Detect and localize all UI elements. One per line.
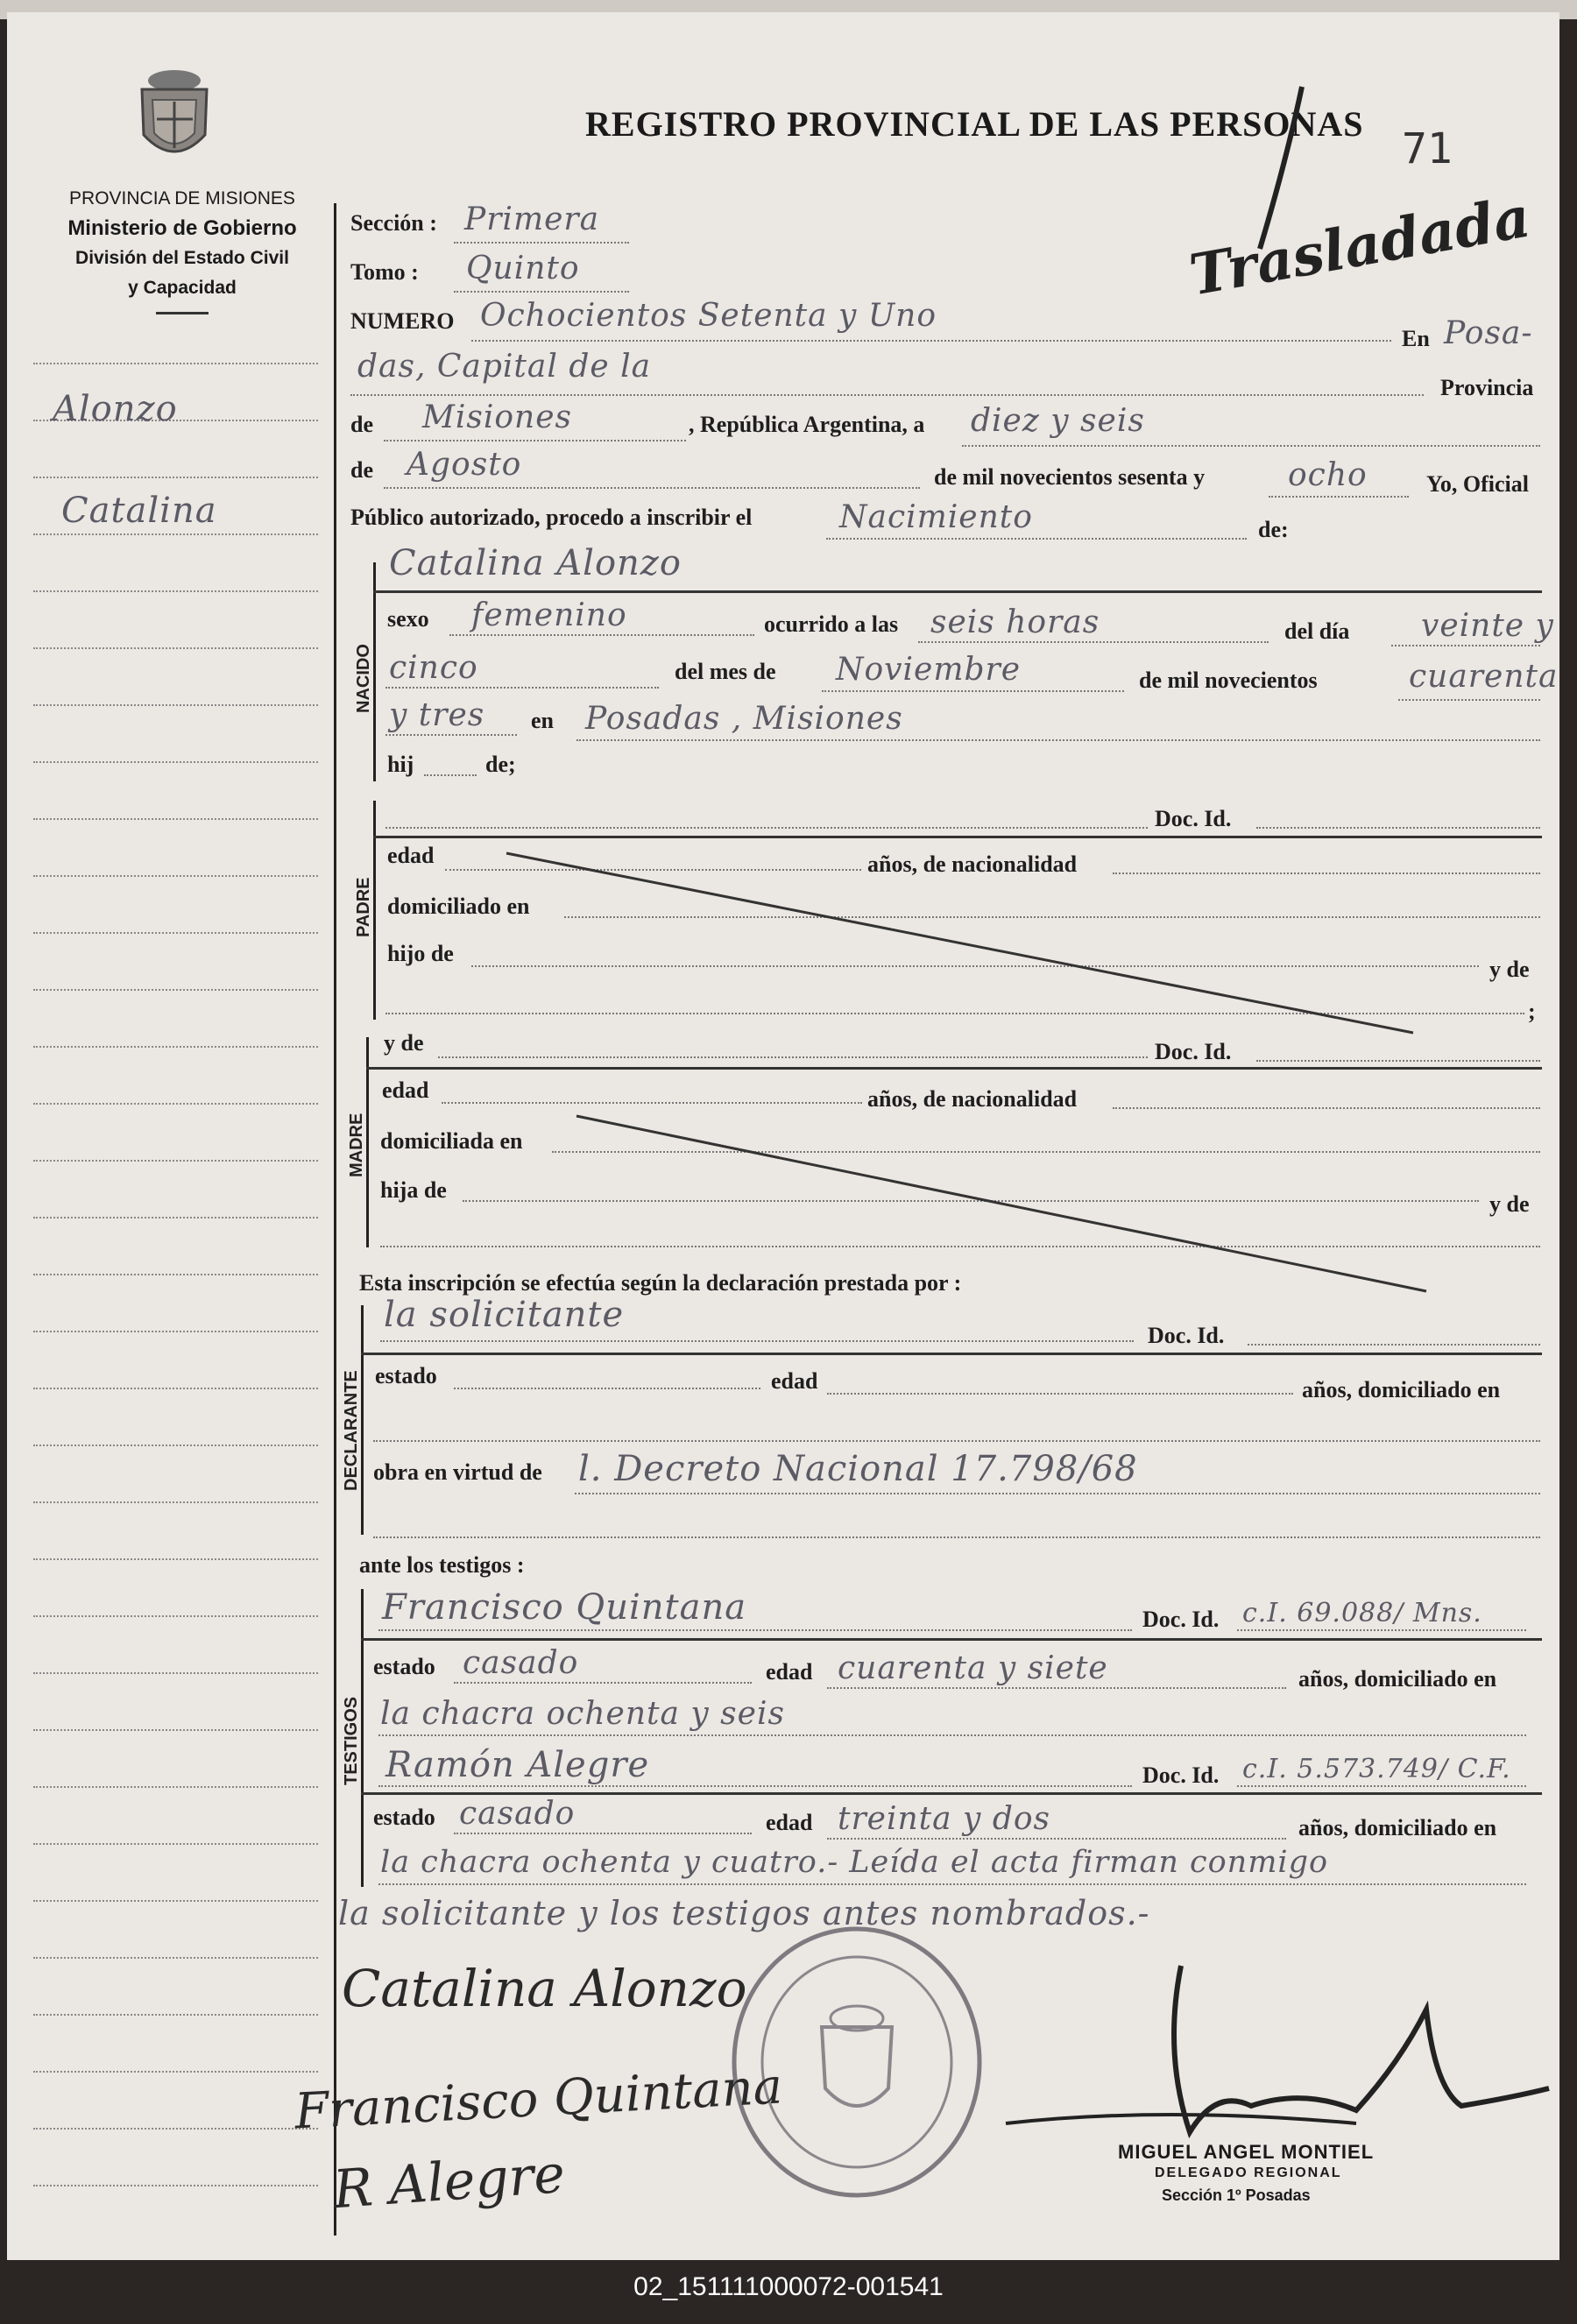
hij-de-label: de; bbox=[485, 752, 516, 777]
annotation-stroke bbox=[1251, 82, 1321, 258]
field-line bbox=[378, 1734, 1526, 1736]
field-line bbox=[1398, 699, 1540, 701]
provincia-label: Provincia bbox=[1440, 375, 1534, 400]
seccion-label: Sección : bbox=[350, 210, 437, 236]
madre-yde2-label: y de bbox=[1489, 1191, 1530, 1217]
image-caption: 02_151111000072-001541 bbox=[633, 2272, 944, 2301]
madre-section-label: MADRE bbox=[347, 1113, 366, 1177]
seccion-value: Primera bbox=[464, 201, 600, 237]
nacido-anio-label: de mil novecientos bbox=[1139, 668, 1318, 693]
page-number: 71 bbox=[1402, 124, 1453, 173]
field-line bbox=[373, 1440, 1540, 1442]
testigo2-edad-label: edad bbox=[766, 1810, 813, 1835]
madre-edad-label: edad bbox=[382, 1077, 429, 1103]
field-line bbox=[822, 690, 1124, 692]
transfer-annotation: Trasladada bbox=[1185, 184, 1535, 309]
field-line bbox=[438, 1056, 1148, 1058]
tomo-label: Tomo : bbox=[350, 259, 419, 285]
testigos-intro: ante los testigos : bbox=[359, 1552, 525, 1578]
nacido-anio-value-cont: y tres bbox=[389, 697, 485, 733]
field-line bbox=[454, 291, 629, 293]
field-line bbox=[827, 1838, 1286, 1840]
coat-of-arms-emblem bbox=[126, 65, 223, 170]
field-line bbox=[378, 1785, 1132, 1787]
declarante-section-label: DECLARANTE bbox=[342, 1370, 361, 1491]
testigo1-nombre: Francisco Quintana bbox=[382, 1587, 747, 1628]
nacido-anio-value: cuarenta bbox=[1409, 659, 1559, 695]
testigo1-domicilio: la chacra ochenta y seis bbox=[380, 1696, 785, 1732]
field-line bbox=[471, 340, 1391, 342]
anio-label: de mil novecientos sesenta y bbox=[934, 464, 1206, 490]
official-title: DELEGADO REGIONAL bbox=[1155, 2165, 1342, 2180]
field-line bbox=[576, 739, 1540, 741]
field-line bbox=[454, 1682, 752, 1684]
field-line bbox=[1256, 827, 1540, 829]
field-line bbox=[1391, 645, 1540, 646]
obra-label: obra en virtud de bbox=[373, 1459, 542, 1485]
field-line bbox=[454, 1388, 760, 1389]
margin-surname: Alonzo bbox=[53, 389, 178, 429]
provincia-value: Misiones bbox=[422, 399, 573, 435]
de2-label: de bbox=[350, 457, 373, 483]
testigo2-domicilio: la chacra ochenta y cuatro.- Leída el acta firman conmigo bbox=[380, 1845, 1329, 1880]
padre-edad-label: edad bbox=[387, 843, 435, 868]
declarante-estado-label: estado bbox=[375, 1363, 437, 1388]
testigo1-edad-label: edad bbox=[766, 1659, 813, 1685]
en-label: En bbox=[1402, 326, 1430, 351]
signature-francisco: Francisco Quintana bbox=[293, 2058, 784, 2141]
testigo2-nombre: Ramón Alegre bbox=[385, 1745, 650, 1785]
issuing-office-block bbox=[25, 184, 340, 314]
padre-anios-label: años, de nacionalidad bbox=[867, 851, 1078, 877]
signature-catalina: Catalina Alonzo bbox=[342, 1959, 747, 2018]
declarante-anios-label: años, domiciliado en bbox=[1302, 1377, 1501, 1402]
testigo2-edad-value: treinta y dos bbox=[838, 1801, 1051, 1837]
padre-section-label: PADRE bbox=[354, 877, 373, 937]
mes-label: del mes de bbox=[675, 659, 776, 684]
section-rule bbox=[366, 1067, 1542, 1070]
official-section: Sección 1º Posadas bbox=[1162, 2186, 1311, 2204]
testigos-section-label: TESTIGOS bbox=[342, 1696, 361, 1785]
field-line bbox=[962, 445, 1540, 447]
fecha-dia-value: diez y seis bbox=[971, 403, 1145, 439]
tipo-acta-value: Nacimiento bbox=[839, 499, 1033, 535]
field-line bbox=[575, 1493, 1540, 1494]
field-line bbox=[1248, 1344, 1540, 1346]
testigo1-anios-label: años, domiciliado en bbox=[1298, 1666, 1497, 1692]
section-rule bbox=[361, 1353, 1542, 1355]
field-line bbox=[373, 1536, 1540, 1538]
de-label: de bbox=[350, 412, 373, 437]
org-line-division: División del Estado Civil bbox=[75, 248, 289, 268]
field-line bbox=[378, 1883, 1526, 1885]
lugar-value: das, Capital de la bbox=[357, 349, 652, 385]
declarante-nombre: la solicitante bbox=[384, 1295, 625, 1335]
margin-given-name: Catalina bbox=[61, 491, 217, 531]
madre-hija-label: hija de bbox=[380, 1177, 447, 1203]
signature-alegre: R Alegre bbox=[330, 2143, 567, 2222]
madre-doc-label: Doc. Id. bbox=[1155, 1039, 1232, 1064]
testigo1-doc-label: Doc. Id. bbox=[1142, 1607, 1220, 1632]
dia-value-cont: cinco bbox=[389, 650, 478, 686]
birth-certificate-page bbox=[7, 12, 1559, 2260]
org-line-province: PROVINCIA DE MISIONES bbox=[69, 188, 295, 208]
hora-value: seis horas bbox=[930, 604, 1100, 640]
testigo2-doc-value: c.I. 5.573.749/ C.F. bbox=[1242, 1754, 1511, 1784]
org-line-capacity: y Capacidad bbox=[128, 278, 237, 298]
field-line bbox=[1256, 1060, 1540, 1062]
declarante-doc-label: Doc. Id. bbox=[1148, 1323, 1225, 1348]
padre-yde-label: y de bbox=[1489, 957, 1530, 982]
mes-value: Noviembre bbox=[836, 652, 1022, 688]
sexo-value: femenino bbox=[471, 597, 627, 633]
testigo2-doc-label: Doc. Id. bbox=[1142, 1762, 1220, 1788]
numero-value: Ochocientos Setenta y Uno bbox=[480, 298, 937, 334]
de3-label: de: bbox=[1258, 517, 1289, 542]
field-line bbox=[454, 242, 629, 244]
section-rule bbox=[373, 836, 1542, 838]
acta-cierre: la solicitante y los testigos antes nombrados.- bbox=[338, 1894, 1150, 1932]
field-line bbox=[385, 687, 659, 689]
field-line bbox=[350, 394, 1424, 396]
field-line bbox=[1269, 496, 1409, 498]
field-line bbox=[384, 487, 920, 489]
fecha-mes-value: Agosto bbox=[407, 447, 522, 483]
org-line-ministry: Ministerio de Gobierno bbox=[67, 216, 297, 240]
field-line bbox=[385, 827, 1148, 829]
testigo1-edad-value: cuarenta y siete bbox=[838, 1650, 1108, 1686]
declarante-edad-label: edad bbox=[771, 1368, 818, 1394]
nacido-section-label: NACIDO bbox=[354, 644, 373, 713]
obra-value: l. Decreto Nacional 17.798/68 bbox=[578, 1449, 1138, 1489]
ocurrido-label: ocurrido a las bbox=[764, 611, 899, 637]
padre-semicolon: ; bbox=[1528, 999, 1536, 1024]
testigo1-doc-value: c.I. 69.088/ Mns. bbox=[1242, 1598, 1482, 1628]
margin-divider bbox=[334, 203, 336, 2236]
nacido-en-label: en bbox=[531, 708, 554, 733]
padre-domicilio-label: domiciliado en bbox=[387, 894, 530, 919]
del-dia-label: del día bbox=[1284, 618, 1350, 644]
tomo-value: Quinto bbox=[466, 251, 580, 286]
testigo2-estado-value: casado bbox=[459, 1796, 576, 1832]
testigo1-estado-value: casado bbox=[463, 1645, 579, 1681]
field-line bbox=[918, 641, 1269, 643]
field-line bbox=[449, 634, 754, 636]
anio-value: ocho bbox=[1288, 457, 1368, 493]
declarante-intro: Esta inscripción se efectúa según la declaración prestada por : bbox=[359, 1270, 962, 1296]
field-line bbox=[826, 538, 1247, 540]
field-line bbox=[384, 440, 686, 441]
field-line bbox=[424, 774, 477, 776]
official-name: MIGUEL ANGEL MONTIEL bbox=[1118, 2141, 1375, 2163]
testigo2-anios-label: años, domiciliado en bbox=[1298, 1815, 1497, 1840]
testigo1-estado-label: estado bbox=[373, 1654, 435, 1679]
field-line bbox=[385, 734, 517, 736]
nacido-lugar-value: Posadas , Misiones bbox=[585, 701, 903, 737]
section-rule bbox=[361, 1792, 1542, 1795]
sexo-label: sexo bbox=[387, 606, 429, 632]
madre-domicilio-label: domiciliada en bbox=[380, 1128, 523, 1154]
field-line bbox=[454, 1833, 752, 1834]
madre-anios-label: años, de nacionalidad bbox=[867, 1086, 1078, 1112]
publico-label: Público autorizado, procedo a inscribir el bbox=[350, 505, 753, 530]
section-rule bbox=[361, 1638, 1542, 1641]
madre-yde-label: y de bbox=[384, 1030, 424, 1056]
field-line bbox=[827, 1393, 1293, 1395]
field-line bbox=[827, 1687, 1286, 1689]
republica-label: , República Argentina, a bbox=[689, 412, 925, 437]
field-line bbox=[378, 1629, 1132, 1631]
field-line bbox=[380, 1340, 1134, 1342]
padre-doc-label: Doc. Id. bbox=[1155, 806, 1232, 831]
field-line bbox=[1237, 1785, 1526, 1787]
oficial-label: Yo, Oficial bbox=[1426, 471, 1529, 497]
field-line bbox=[442, 1102, 862, 1104]
divider bbox=[156, 312, 209, 314]
register-title: REGISTRO PROVINCIAL DE LAS PERSONAS bbox=[585, 104, 1364, 144]
nacido-nombre: Catalina Alonzo bbox=[389, 543, 682, 583]
official-signature bbox=[988, 1957, 1559, 2167]
padre-hijo-label: hijo de bbox=[387, 941, 454, 966]
section-rule bbox=[373, 590, 1542, 593]
testigo2-estado-label: estado bbox=[373, 1805, 435, 1830]
hij-label: hij bbox=[387, 752, 414, 777]
numero-label: NUMERO bbox=[350, 308, 455, 334]
en-value: Posa- bbox=[1444, 315, 1533, 351]
dia-value: veinte y bbox=[1421, 608, 1554, 644]
field-line bbox=[1237, 1629, 1526, 1631]
padre-strike-line bbox=[498, 844, 1426, 1046]
